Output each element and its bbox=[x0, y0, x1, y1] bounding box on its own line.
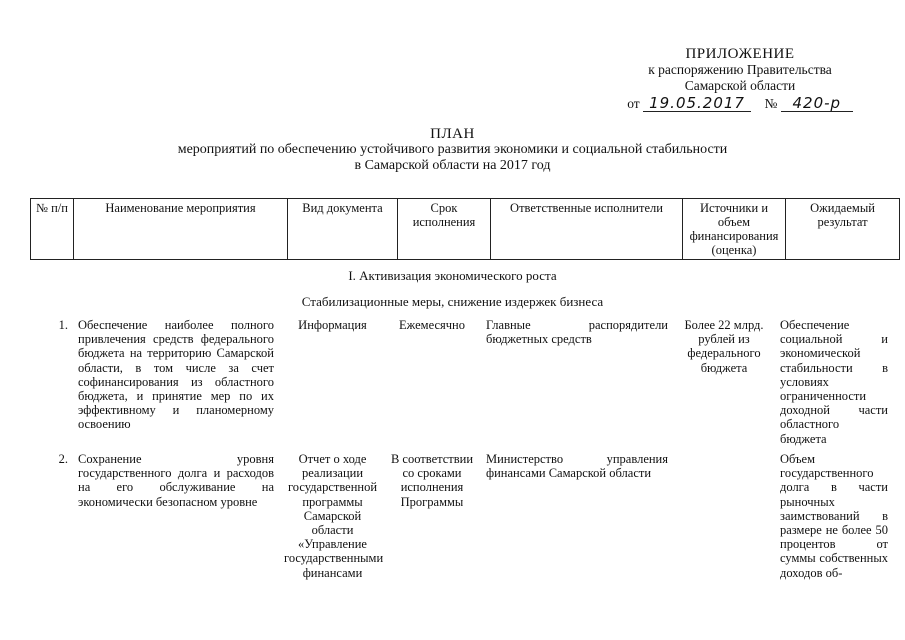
row-2-name: Сохранение уровня государственного долга и расходов на его обслуживание на экономически безопасном уровне bbox=[78, 452, 274, 509]
header-row bbox=[31, 199, 900, 260]
header-num: № п/п bbox=[31, 199, 74, 260]
row-2-executors: Министерство управления финансами Самарской области bbox=[486, 452, 668, 481]
row-2-result: Объем государственного долга в части рыночных заимствований в размере не более 50 процентов от суммы собственных доходов об- bbox=[780, 452, 888, 580]
row-1-result: Обеспечение социальной и экономической стабильности в условиях ограниченности доходной части областного бюджета bbox=[780, 318, 888, 446]
number-prefix: № bbox=[764, 96, 778, 111]
appendix-block bbox=[600, 46, 880, 113]
header-funding: Источники и объем финансирования (оценка) bbox=[683, 199, 786, 260]
plan-subtitle-1: мероприятий по обеспечению устойчивого развития экономики и социальной стабильности bbox=[177, 142, 728, 157]
row-2-doc: Отчет о ходе реализации государственной программы Самарской области «Управление государственными финансами bbox=[284, 452, 384, 580]
date-prefix: от bbox=[627, 96, 640, 111]
appendix-date: 19.05.2017 bbox=[643, 95, 751, 112]
header-result: Ожидаемый результат bbox=[786, 199, 900, 260]
header-name: Наименование мероприятия bbox=[74, 199, 288, 260]
plan-title: ПЛАН bbox=[430, 126, 475, 142]
section-subtitle: Стабилизационные меры, снижение издержек бизнеса bbox=[301, 294, 604, 309]
appendix-title: ПРИЛОЖЕНИЕ bbox=[685, 46, 795, 62]
table-header bbox=[30, 198, 900, 260]
plan-heading bbox=[0, 126, 905, 174]
row-2-num: 2. bbox=[58, 452, 68, 466]
row-1-term: Ежемесячно bbox=[399, 318, 465, 332]
appendix-line1: к распоряжению Правительства bbox=[648, 62, 832, 77]
row-1-executors: Главные распорядители бюджетных средств bbox=[486, 318, 668, 347]
header-term: Срок исполнения bbox=[398, 199, 491, 260]
appendix-line2: Самарской области bbox=[684, 78, 796, 93]
section-title: I. Активизация экономического роста bbox=[348, 268, 557, 283]
row-1-name: Обеспечение наиболее полного привлечения средств федерального бюджета на территорию Самарской области, в том числе за счет софинансирования из областного бюджета, и принятие мер по их эффективному и планомерному освоению bbox=[78, 318, 274, 432]
header-doc: Вид документа bbox=[288, 199, 398, 260]
row-1-num: 1. bbox=[58, 318, 68, 332]
plan-subtitle-2: в Самарской области на 2017 год bbox=[354, 158, 551, 173]
appendix-reference bbox=[600, 95, 880, 113]
header-executors: Ответственные исполнители bbox=[491, 199, 683, 260]
appendix-number: 420-р bbox=[781, 95, 853, 112]
row-1-doc: Информация bbox=[298, 318, 367, 332]
row-2-term: В соответствии со сроками исполнения Программы bbox=[390, 452, 474, 509]
row-1-funding: Более 22 млрд. рублей из федерального бюджета bbox=[684, 318, 764, 375]
